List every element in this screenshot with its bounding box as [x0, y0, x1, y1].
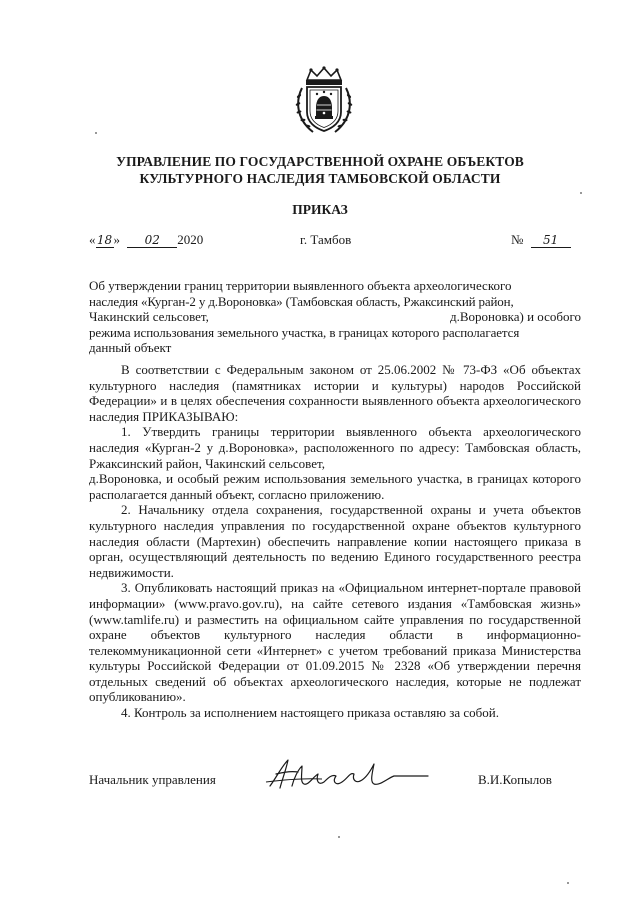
- date-quote-open: «: [89, 232, 96, 247]
- order-city: г. Тамбов: [300, 232, 352, 247]
- item-1-continuation: д.Вороновка, и особый режим использования земельного участка, в границах которого располагается данный объект, согласно приложению.: [89, 471, 581, 502]
- date-day: 18: [96, 233, 113, 247]
- organization-name: [0, 153, 640, 187]
- signatory-title: Начальник управления: [89, 772, 216, 787]
- order-subject: [89, 278, 581, 356]
- item-3-paragraph: 3. Опубликовать настоящий приказ на «Официальном интернет-портале правовой информации» (www.pravo.gov.ru), на сайте сетевого издания «Тамбовская жизнь» (www.tamlife.ru) и разместить на официальном сайте управления по государственной охране объектов культурного наследия области в информационно-телекоммуникационной сети «Интернет» с учетом требований приказа Министерства культуры Российской Федерации от 01.09.2015 № 2328 «Об утверждении перечня отдельных сведений об объектах археологического наследия, которые не подлежат опубликованию».: [89, 580, 581, 705]
- subject-line-5: данный объект: [89, 340, 172, 355]
- preamble-paragraph: В соответствии с Федеральным законом от 25.06.2002 № 73-ФЗ «Об объектах культурного наследия (памятниках истории и культуры) народов Российской Федерации» и в целях обеспечения сохранности выявленного объекта археологического наследия ПРИКАЗЫВАЮ:: [89, 362, 581, 424]
- subject-line-3-left: Чакинский сельсовет,: [89, 309, 209, 324]
- scan-speck: [580, 192, 582, 194]
- subject-line-1-text: Об утверждении границ территории выявленного объекта археологического: [89, 278, 512, 293]
- order-date: [89, 232, 203, 248]
- scan-speck: [567, 882, 569, 884]
- signatory-name: В.И.Копылов: [478, 772, 552, 787]
- organization-name-line-1: УПРАВЛЕНИЕ ПО ГОСУДАРСТВЕННОЙ ОХРАНЕ ОБЪЕКТОВ: [116, 154, 524, 169]
- order-number: [511, 232, 571, 248]
- order-number-value: 51: [531, 234, 571, 248]
- order-number-label: №: [511, 232, 524, 247]
- tambov-region-coat-of-arms-icon: [293, 66, 355, 136]
- subject-line-3-right: д.Вороновка) и особого: [449, 309, 581, 324]
- document-type: ПРИКАЗ: [292, 202, 348, 217]
- handwritten-signature-icon: [262, 756, 432, 794]
- date-quote-close: »: [113, 232, 120, 247]
- order-body: [89, 362, 581, 721]
- item-2-paragraph: 2. Начальнику отдела сохранения, государственной охраны и учета объектов культурного наследия управления по государственной охране объектов культурного наследия области (Мартехин) обеспечить направление копии настоящего приказа в орган, осуществляющий деятельность по ведению Единого государственного реестра недвижимости.: [89, 502, 581, 580]
- item-1-paragraph: 1. Утвердить границы территории выявленного объекта археологического наследия «Курган-2 у д.Вороновка», расположенного по адресу: Тамбовская область, Ржаксинский район, Чакинский сельсовет,: [89, 424, 581, 471]
- scan-speck: [95, 132, 97, 134]
- subject-line-1: [89, 278, 581, 294]
- scan-speck: [338, 836, 340, 838]
- organization-name-line-2: КУЛЬТУРНОГО НАСЛЕДИЯ ТАМБОВСКОЙ ОБЛАСТИ: [139, 171, 501, 186]
- subject-line-4: режима использования земельного участка, в границах которого располагается: [89, 324, 520, 340]
- item-4-paragraph: 4. Контроль за исполнением настоящего приказа оставляю за собой.: [121, 705, 499, 721]
- subject-line-2: наследия «Курган-2 у д.Вороновка» (Тамбовская область, Ржаксинский район,: [89, 293, 514, 309]
- date-month: 02: [127, 234, 177, 248]
- subject-line-3: [89, 309, 581, 325]
- date-year: 2020: [177, 232, 204, 247]
